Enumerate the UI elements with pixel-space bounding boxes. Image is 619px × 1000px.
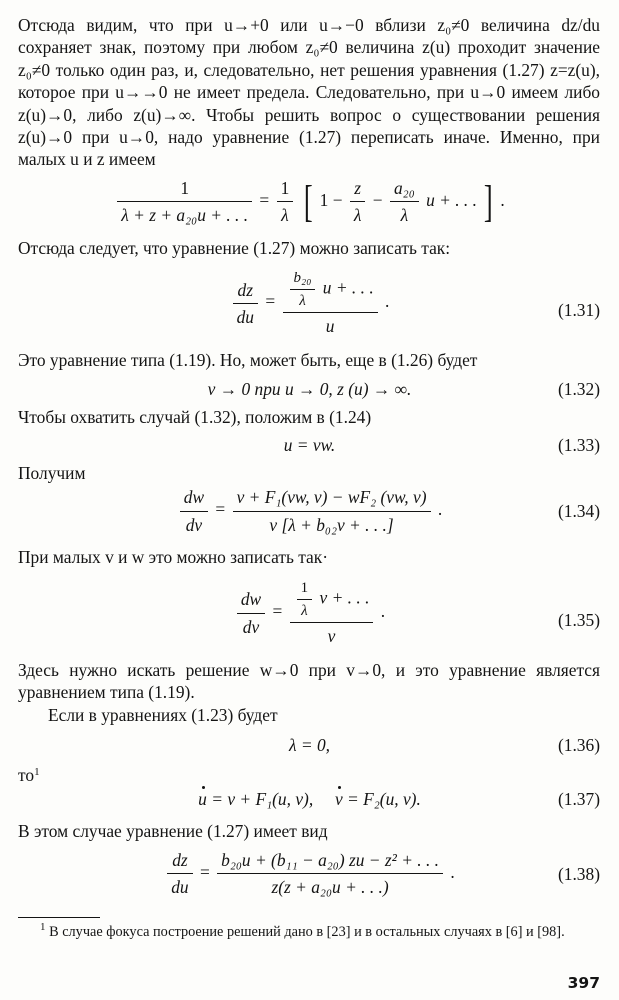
equation-number: (1.33) [557,435,600,456]
equation-1-37: u = v + F₁(u, v), v = F₂(u, v). (1.37) [198,789,600,810]
fraction: $\frac{dw}{dv}$ [180,486,208,536]
fraction: $\frac{1}{\lambda}$ [297,579,313,620]
paragraph-5: Получим [18,463,86,484]
equation-1-33: u = vw. (1.33) [283,435,600,456]
fraction: $\frac{dz}{du}$ [167,849,192,899]
paragraph-3: Это уравнение типа (1.19). Но, может быть, еще в (1.26) будет [18,350,478,371]
footnote: $^1$ В случае фокуса построение решений дано в [23] и в остальных случаях в [6] и [98]. [40,921,565,940]
equation-1-31: $\frac{dz}{du}$ = $\frac{\text{b₂₀}}{\lambda}$ u + . . . u . (1.31) [0,265,619,349]
paragraph-1: Отсюда видим, что при u→+0 или u→−0 вблизи z₀≠0 величина dz/du сохраняет знак, поэтому при любом z₀≠0 величина z(u) проходит значение z₀≠0 только один раз, и, следовательно, нет решения уравнения (1.27) z=z(u), которое при u→→0 не имеет предела. Следовательно, при u→0 имеем либо z(u)→0, либо z(u)→∞. Чтобы решить вопрос о существовании решения z(u)→0 при u→0, надо уравнение (1.27) переписать иначе. Именно, при малых u и z имеем [18,15,600,170]
paragraph-4: Чтобы охватить случай (1.32), положим в (1.24) [18,406,372,427]
equation-number: (1.32) [557,378,600,399]
equation-number: (1.36) [557,735,600,756]
word-to: $то^1$ [18,765,40,786]
paragraph-8: Если в уравнениях (1.23) будет [48,704,278,725]
equation-number: (1.38) [557,863,600,884]
fraction: $\frac{1}{\lambda}$ v + . . . v [290,579,374,647]
fraction: $\frac{\text{a₂₀}}{\lambda}$ [390,177,419,227]
equation-1-34: $\frac{dw}{dv}$ = $\frac{\text{v + F₁(vw, v) − wF₂ (vw, v)}}{\text{v [λ + b₀₂v + . . .]}}$ . (1.34) [0,486,619,546]
equation-1-38: $\frac{dz}{du}$ = $\frac{\text{b₂₀u + (b₁₁ − a₂₀) zu − z² + . . .}}{\text{z(z + a₂₀u + . . .)}}$ . (1.38) [0,849,619,909]
right-bracket: ] [484,176,494,226]
fraction: $\frac{1}{\text{λ + z + a₂₀u + . . .}}$ [117,177,252,227]
paragraph-2: Отсюда следует, что уравнение (1.27) можно записать так: [18,237,451,258]
fraction: $\frac{\text{v + F₁(vw, v) − wF₂ (vw, v)}}{\text{v [λ + b₀₂v + . . .]}}$ [233,486,431,536]
fraction: $\frac{\text{b₂₀}}{\lambda}$ u + . . . u [283,269,378,337]
fraction: $\frac{\text{b₂₀}}{\lambda}$ [290,269,316,310]
footnote-marker: 1 [40,921,46,933]
equation-number: (1.34) [557,501,600,522]
fraction: $\frac{\text{b₂₀u + (b₁₁ − a₂₀) zu − z² + . . .}}{\text{z(z + a₂₀u + . . .)}}$ [217,849,443,899]
equation-1-35: $\frac{dw}{dv}$ = $\frac{1}{\lambda}$ v + . . . v . (1.35) [0,575,619,659]
fraction: $\frac{dw}{dv}$ [237,588,265,638]
equation-number: (1.31) [557,300,600,321]
paragraph-10: В этом случае уравнение (1.27) имеет вид [18,821,328,842]
fraction: $\frac{dz}{du}$ [233,279,258,329]
left-bracket: [ [303,176,313,226]
equation-number: (1.35) [557,609,600,630]
page-number: 397 [567,974,600,992]
paragraph-7: Здесь нужно искать решение w→0 при v→0, и это уравнение является уравнением типа (1.19). [18,659,600,703]
fraction: $\frac{z}{\lambda}$ [350,177,366,227]
equation-unnumbered: $\frac{1}{\text{λ + z + a₂₀u + . . .}}$ = $\frac{1}{\lambda}$ [ 1 − $\frac{z}{\lambda}$ − $\frac{\text{a₂₀}}{\lambda}$ u + . . . ] . [0,177,619,235]
paragraph-6: При малых v и w это можно записать так· [18,547,329,568]
footnote-marker: 1 [34,766,40,779]
footnote-rule [18,917,100,918]
equation-number: (1.37) [557,789,600,810]
fraction: $\frac{1}{\lambda}$ [277,177,294,227]
equation-1-36: λ = 0, (1.36) [288,735,600,756]
equation-1-32: v → 0 при u → 0, z (u) → ∞. (1.32) [207,378,600,399]
